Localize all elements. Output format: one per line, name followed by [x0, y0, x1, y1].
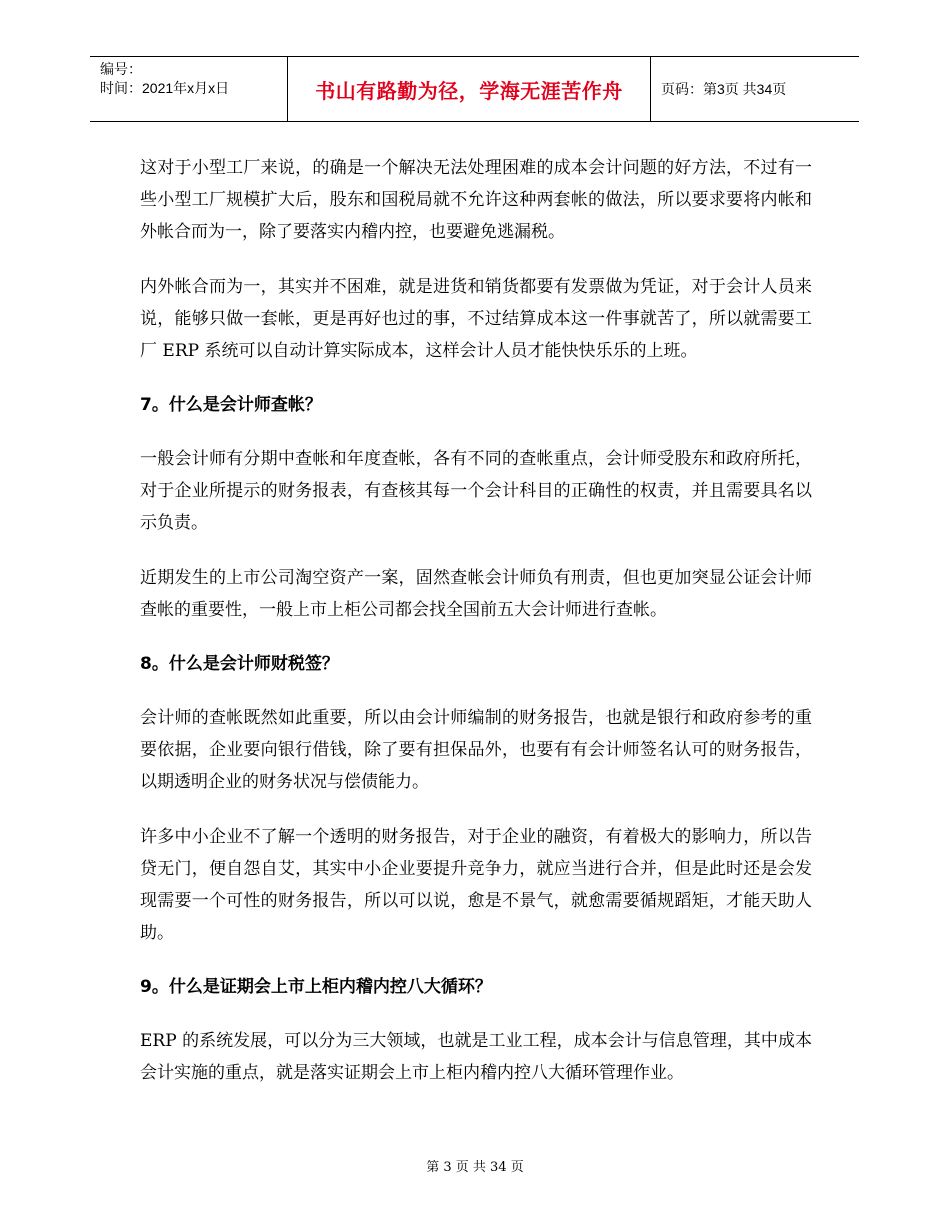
section-heading: 9。什么是证期会上市上柜内稽内控八大循环？: [140, 977, 492, 997]
section-heading: 7。什么是会计师查帐？: [140, 395, 322, 415]
paragraph: 会计师的查帐既然如此重要，所以由会计师编制的财务报告，也就是银行和政府参考的重要依据，企业要向银行借钱，除了要有担保品外，也要有有会计师签名认可的财务报告，以期透明企业的财务状况与偿债能力。: [140, 708, 812, 792]
header-page-cell: [651, 57, 859, 121]
page-info: 页码：第3页 共34页: [661, 81, 787, 97]
paragraph: 近期发生的上市公司淘空资产一案，固然查帐会计师负有刑责，但也更加突显公证会计师查帐的重要性，一般上市上柜公司都会找全国前五大会计师进行查帐。: [140, 568, 812, 620]
header-motto-cell: [287, 57, 651, 121]
paragraph: 一般会计师有分期中查帐和年度查帐，各有不同的查帐重点，会计师受股东和政府所托，对于企业所提示的财务报表，有查核其每一个会计科目的正确性的权责，并且需要具名以示负责。: [140, 449, 812, 533]
document-body: [140, 152, 812, 1112]
paragraph: 这对于小型工厂来说，的确是一个解决无法处理困难的成本会计问题的好方法，不过有一些小型工厂规模扩大后，股东和国税局就不允许这种两套帐的做法，所以要求要将内帐和外帐合而为一，除了要落实内稽内控，也要避免逃漏税。: [140, 158, 812, 242]
page-header: [90, 56, 859, 122]
number-label: 编号：: [100, 61, 142, 77]
time-label: 时间：2021年x月x日: [100, 80, 230, 96]
section-heading: 8。什么是会计师财税签？: [140, 654, 339, 674]
motto: 书山有路勤为径，学海无涯苦作舟: [315, 78, 623, 103]
page-footer: 第 3 页 共 34 页: [426, 1160, 524, 1175]
paragraph: 内外帐合而为一，其实并不困难，就是进货和销货都要有发票做为凭证，对于会计人员来说，能够只做一套帐，更是再好也过的事，不过结算成本这一件事就苦了，所以就需要工厂 ERP 系统可以自动计算实际成本，这样会计人员才能快快乐乐的上班。: [140, 277, 812, 361]
header-meta: [90, 57, 287, 121]
paragraph: ERP 的系统发展，可以分为三大领域，也就是工业工程，成本会计与信息管理，其中成本会计实施的重点，就是落实证期会上市上柜内稽内控八大循环管理作业。: [140, 1031, 812, 1083]
paragraph: 许多中小企业不了解一个透明的财务报告，对于企业的融资，有着极大的影响力，所以告贷无门，便自怨自艾，其实中小企业要提升竞争力，就应当进行合并，但是此时还是会发现需要一个可性的财务报告，所以可以说，愈是不景气，就愈需要循规蹈矩，才能天助人助。: [140, 827, 812, 943]
